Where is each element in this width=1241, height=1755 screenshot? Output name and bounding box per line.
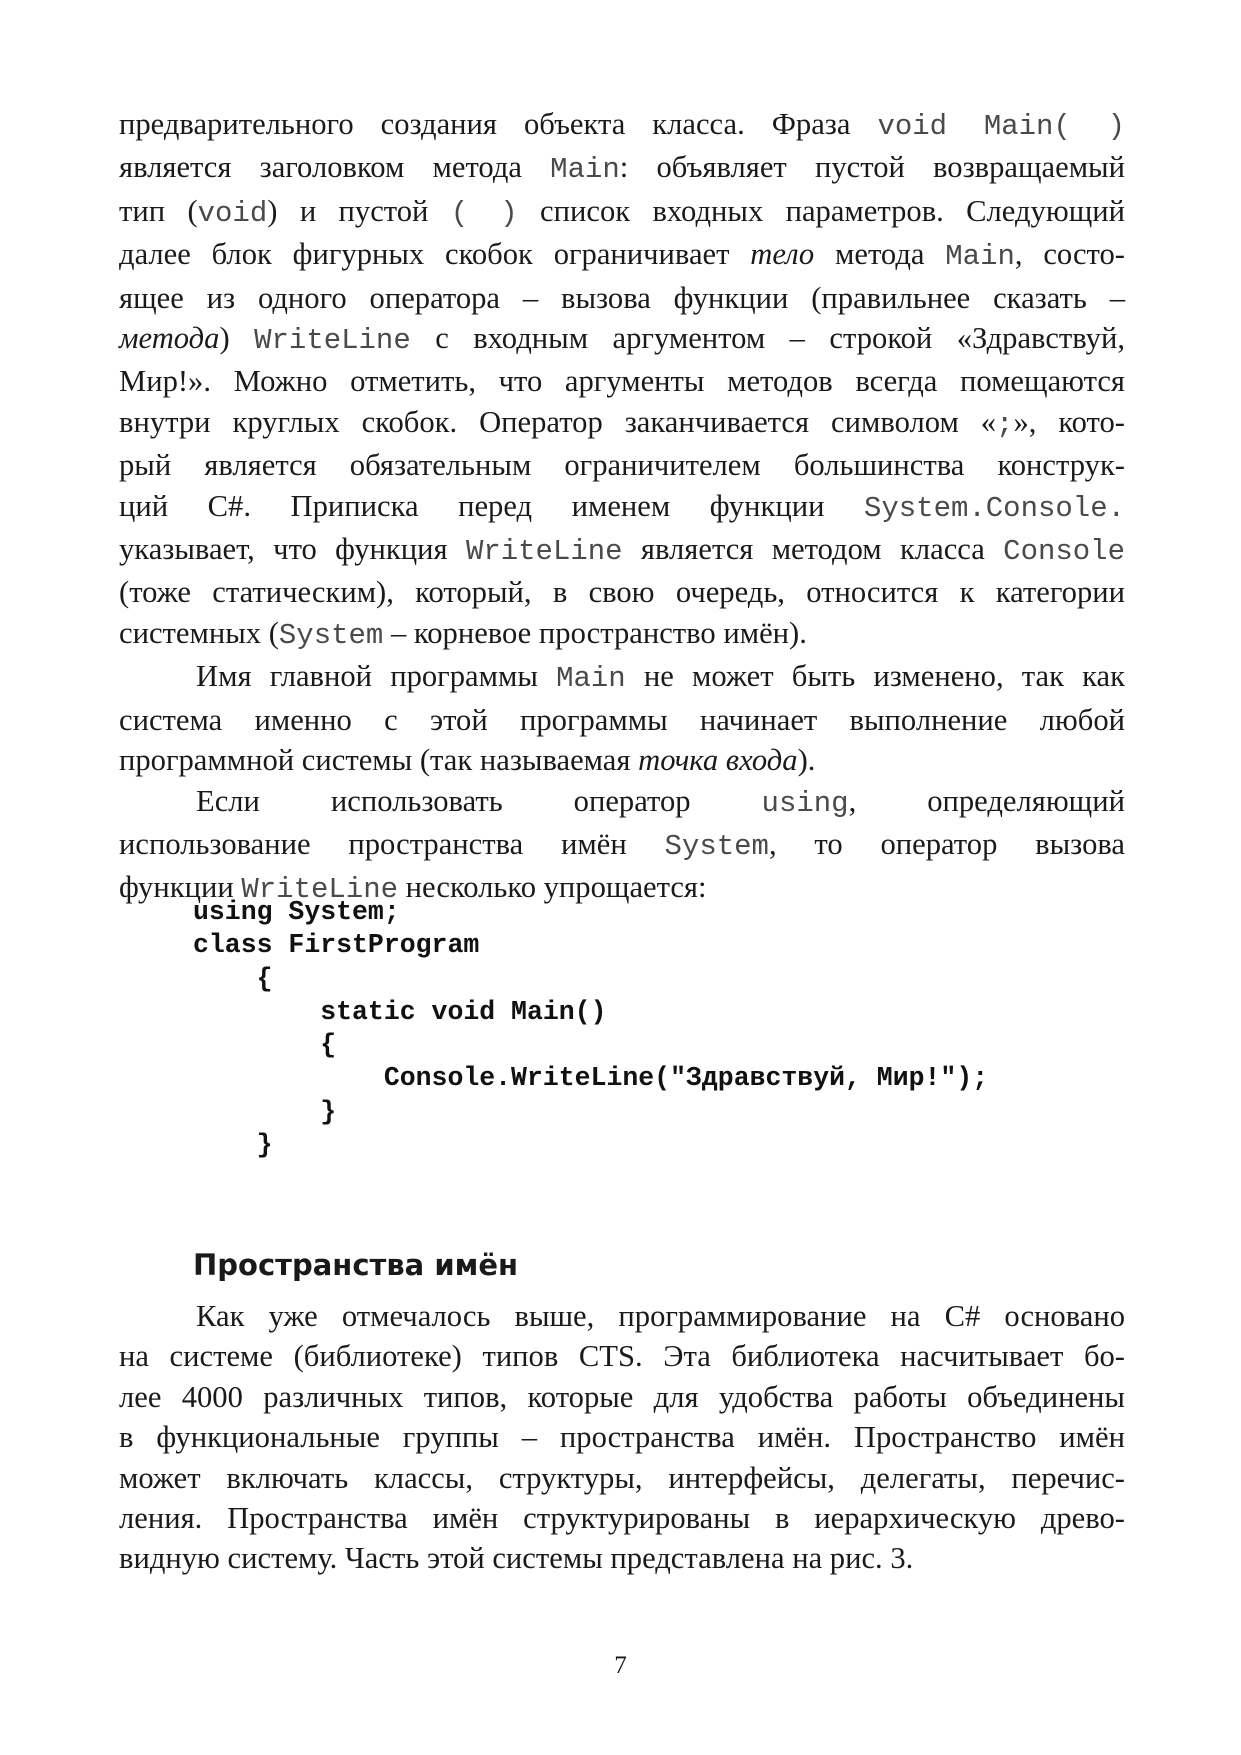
code-block	[193, 896, 988, 1162]
page-number: 7	[614, 1652, 627, 1679]
text-line: Если использовать оператор using, определяющий	[196, 783, 1125, 820]
code-line: }	[193, 1096, 337, 1127]
text-line: ций C#. Приписка перед именем функции System.Console.	[119, 488, 1125, 525]
text-line: лее 4000 различных типов, которые для удобства работы объединены	[119, 1379, 1125, 1414]
text-line: тип (void) и пустой ( ) список входных параметров. Следующий	[119, 193, 1126, 230]
text-line: внутри круглых скобок. Оператор заканчивается символом «;», кото-	[119, 404, 1125, 441]
text-line: на системе (библиотеке) типов CTS. Эта библиотека насчитывает бо-	[119, 1339, 1125, 1374]
text-line: программной системы (так называемая точка входа).	[119, 743, 816, 778]
text-line: Имя главной программы Main не может быть изменено, так как	[196, 659, 1125, 696]
text-line: ящее из одного оператора – вызова функции (правильнее сказать –	[119, 280, 1125, 315]
text-line: (тоже статическим), который, в свою очередь, относится к категории	[119, 575, 1125, 610]
code-line: {	[193, 1030, 337, 1061]
text-line: видную систему. Часть этой системы представлена на рис. 3.	[119, 1541, 914, 1576]
code-line: Console.WriteLine("Здравствуй, Мир!");	[193, 1063, 989, 1094]
text-line: Мир!». Можно отметить, что аргументы методов всегда помещаются	[119, 364, 1125, 399]
text-line: указывает, что функция WriteLine является методом класса Console	[119, 532, 1125, 569]
text-line: функции WriteLine несколько упрощается:	[119, 870, 707, 907]
text-line: является заголовком метода Main: объявляет пустой возвращаемый	[119, 150, 1125, 187]
code-line: class FirstProgram	[193, 930, 480, 961]
text-line: далее блок фигурных скобок ограничивает тело метода Main, состо-	[119, 237, 1125, 274]
text-line: рый является обязательным ограничителем большинства конструк-	[119, 448, 1125, 483]
text-line: использование пространства имён System, то оператор вызова	[119, 826, 1125, 863]
code-line: using System;	[193, 897, 400, 927]
text-line: метода) WriteLine с входным аргументом – строкой «Здравствуй,	[119, 321, 1125, 358]
text-line: в функциональные группы – пространства имён. Пространство имён	[119, 1420, 1125, 1455]
code-line: }	[193, 1130, 273, 1161]
text-line: система именно с этой программы начинает выполнение любой	[119, 702, 1125, 737]
text-line: Как уже отмечалось выше, программирование на C# основано	[196, 1299, 1125, 1333]
paragraph-namespaces	[119, 1296, 1125, 1579]
paragraph-method-main	[119, 104, 1125, 911]
text-line: системных (System – корневое пространство имён).	[119, 615, 807, 652]
text-line: предварительного создания объекта класса. Фраза void Main( )	[119, 107, 1125, 143]
text-line: может включать классы, структуры, интерфейсы, делегаты, перечис-	[119, 1460, 1125, 1495]
code-line: static void Main()	[193, 996, 607, 1027]
section-heading: Пространства имён	[193, 1248, 519, 1282]
code-line: {	[193, 963, 273, 994]
text-line: ления. Пространства имён структурированы в иерархическую древо-	[119, 1501, 1125, 1536]
